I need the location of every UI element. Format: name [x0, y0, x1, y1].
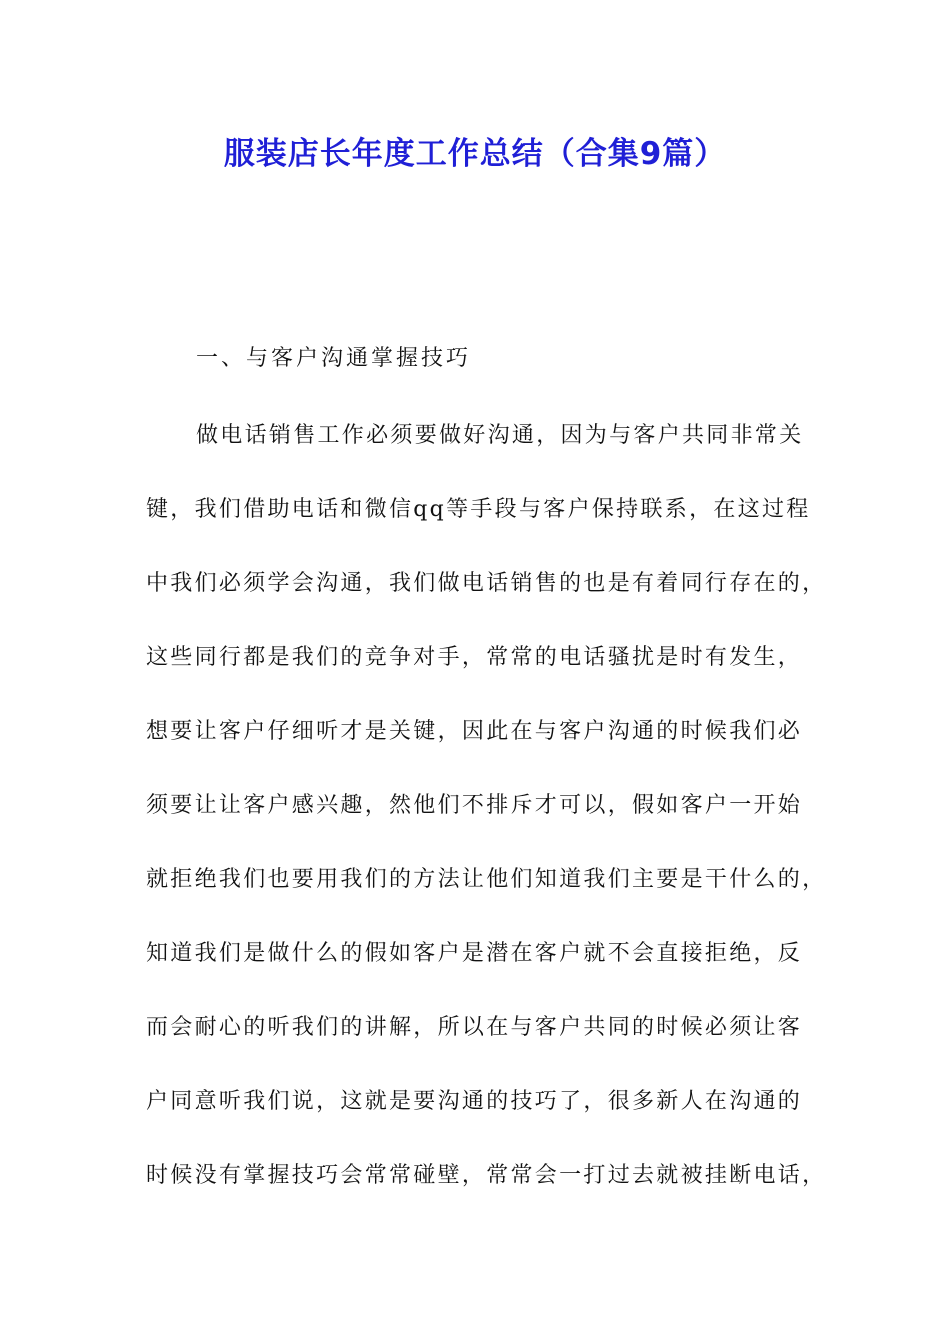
paragraph-line: 想要让客户仔细听才是关键，因此在与客户沟通的时候我们必	[146, 719, 803, 744]
paragraph-line: 知道我们是做什么的假如客户是潜在客户就不会直接拒绝，反	[146, 941, 803, 966]
document-title: 服装店长年度工作总结（合集9篇）	[223, 136, 727, 172]
paragraph-line: 就拒绝我们也要用我们的方法让他们知道我们主要是干什么的，	[146, 867, 827, 892]
paragraph-line: 键，我们借助电话和微信qq等手段与客户保持联系，在这过程	[146, 497, 811, 522]
paragraph-line: 户同意听我们说，这就是要沟通的技巧了，很多新人在沟通的	[146, 1089, 803, 1114]
section-heading: 一、与客户沟通掌握技巧	[196, 346, 472, 371]
paragraph-line: 时候没有掌握技巧会常常碰壁，常常会一打过去就被挂断电话，	[146, 1163, 827, 1188]
paragraph-line: 中我们必须学会沟通，我们做电话销售的也是有着同行存在的，	[146, 571, 827, 596]
paragraph-line: 这些同行都是我们的竞争对手，常常的电话骚扰是时有发生，	[146, 645, 803, 670]
paragraph-line: 做电话销售工作必须要做好沟通，因为与客户共同非常关	[196, 423, 804, 448]
body-paragraph	[146, 414, 827, 1228]
paragraph-line: 须要让让客户感兴趣，然他们不排斥才可以，假如客户一开始	[146, 793, 803, 818]
paragraph-line: 而会耐心的听我们的讲解，所以在与客户共同的时候必须让客	[146, 1015, 803, 1040]
